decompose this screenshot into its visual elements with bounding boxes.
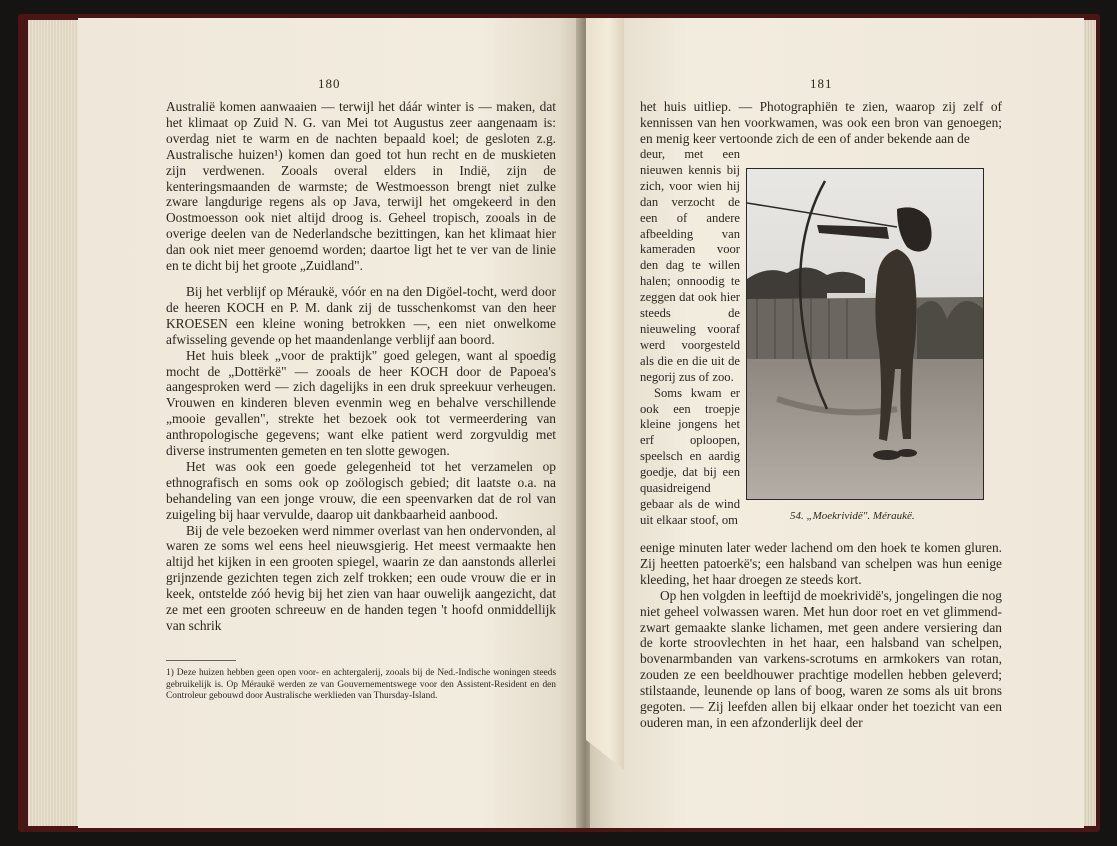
left-footnote: 1) Deze huizen hebben geen open voor- en achtergalerij, zooals bij de Ned.-Indische woningen steeds gebruikelijk is. Op Méraukë werden ze van Gouvernementswege voor den Assistent-Resident en den Controleur gebouwd door Australische werklieden van Thursday-Island. [166, 668, 556, 701]
float-paragraph-2: Soms kwam er ook een troepje kleine jongens het erf oploopen, speelsch en aardig goedje, dat bij een quasidreigend gebaar als de wind uit elkaar stoof, om [640, 385, 740, 527]
right-page-body [640, 540, 1002, 731]
right-float-text [640, 147, 740, 529]
left-page-body [166, 99, 556, 634]
archer-photo-illustration [747, 169, 983, 499]
photograph-archer [746, 168, 984, 500]
left-paragraph-1: Australië komen aanwaaien — terwijl het dáár winter is — maken, dat het klimaat op Zuid N. G. van Mei tot Augustus zeer aangenaam is: overdag niet te warm en de nachten bepaald koel; de gesloten z.g. Australische huizen¹) komen dan goed tot hun recht en de muskieten zijn verdwenen. Zooals overal elders in Indië, zijn de kenteringsmaanden de warmste; de Westmoesson brengt niet zulke zware langdurige regens als op Java, terwijl het omgekeerd in den Oostmoesson ook niet altijd droog is. Geheel tropisch, zooals in de overige deelen van de Nederlandsche bezittingen, kan het klimaat hier dan ook niet meer genoemd worden; daartoe ligt het te ver van de linie en te dicht bij het groote „Zuidland". [166, 99, 556, 274]
right-page-number: 181 [810, 76, 833, 91]
left-page-number: 180 [318, 76, 341, 91]
right-paragraph-1: eenige minuten later weder lachend om den hoek te komen gluren. Zij heetten patoerkë's; een halsband van schelpen was hun eenige kleeding, het haar droegen ze steeds kort. [640, 540, 1002, 587]
float-paragraph-1: deur, met een nieuwen kennis bij zich, voor wien hij dan verzocht de een of andere afbeelding van kameraden voor den dag te willen halen; onnoodig te zeggen dat ook hier steeds de nieuweling vooraf werd voorgesteld als die en die uit de negorij zus of zoo. [640, 147, 740, 384]
left-paragraph-2: Bij het verblijf op Méraukë, vóór en na den Digöel-tocht, werd door de heeren KOCH en P. M. dank zij de tusschenkomst van den heer KROESEN een kleine woning betrokken —, een niet onwelkome afwisseling gevende op het maandenlange verblijf aan boord. [166, 283, 556, 347]
photo-caption: 54. „Moekrividë". Méraukë. [790, 510, 915, 522]
left-paragraph-3: Het huis bleek „voor de praktijk" goed gelegen, want al spoedig mocht de „Dottërkë" — zooals de heer KOCH door de Papoea's aangesproken werd — zich dagelijks in een druk spreekuur verheugen. Vrouwen en kinderen bleven evenmin weg en behalve verschillende „mooie gevallen", strekte het bezoek ook tot vermeerdering van anthropologische gegevens; want elke patient werd zorgvuldig met diverse instrumenten gemeten en ten slotte gewogen. [166, 347, 556, 459]
left-paragraph-4: Het was ook een goede gelegenheid tot het verzamelen op ethnografisch en soms ook op zoölogisch gebied; dit laatste o.a. na behandeling van een jonge vrouw, die een speenvarken dat de rol van zuigeling bij haar vervulde, daarop uit dankbaarheid aanbood. [166, 458, 556, 522]
footnote-rule [166, 660, 236, 661]
page-edges-left [28, 20, 80, 826]
page-edges-right [1082, 20, 1096, 826]
left-paragraph-5: Bij de vele bezoeken werd nimmer overlast van hen ondervonden, al waren ze soms wel eens heel nieuwsgierig. Het meest vermaakte hen altijd het kijken in een grooten spiegel, waarin ze dan aanstonds allerlei grijnzende gezichten tegen zich zelf trokken; een oude vrouw die er in keek, ontstelde zóó hevig bij het zien van haar ouwelijk aangezicht, dat ze met een grooten schreeuw en de handen tegen 't hoofd onmiddellijk van schrik [166, 522, 556, 633]
right-paragraph-2: Op hen volgden in leeftijd de moekrividë's, jongelingen die nog niet geheel volwassen waren. Met hun door roet en vet glimmend-zwart gemaakte slanke lichamen, met geen andere versiering dan de korte stroovlechten in het haar, een halsband van schelpen, bovenarmbanden van varkens-scrotums en armkokers van rotan, zouden ze een beeldhouwer prachtige modellen hebben geleverd; stilstaande, leunende op lans of boog, waren ze soms als uit brons gegoten. — Zij leefden allen bij elkaar onder het toezicht van een ouderen man, in een afzonderlijk deel der [640, 587, 1002, 730]
right-top-text: het huis uitliep. — Photographiën te zien, waarop zij zelf of kennissen van hen voorkwamen, was ook een bron van genoegen; en menig keer vertoonde zich de een of ander bekende aan de [640, 99, 1002, 146]
bookmark-ribbon [586, 18, 624, 770]
